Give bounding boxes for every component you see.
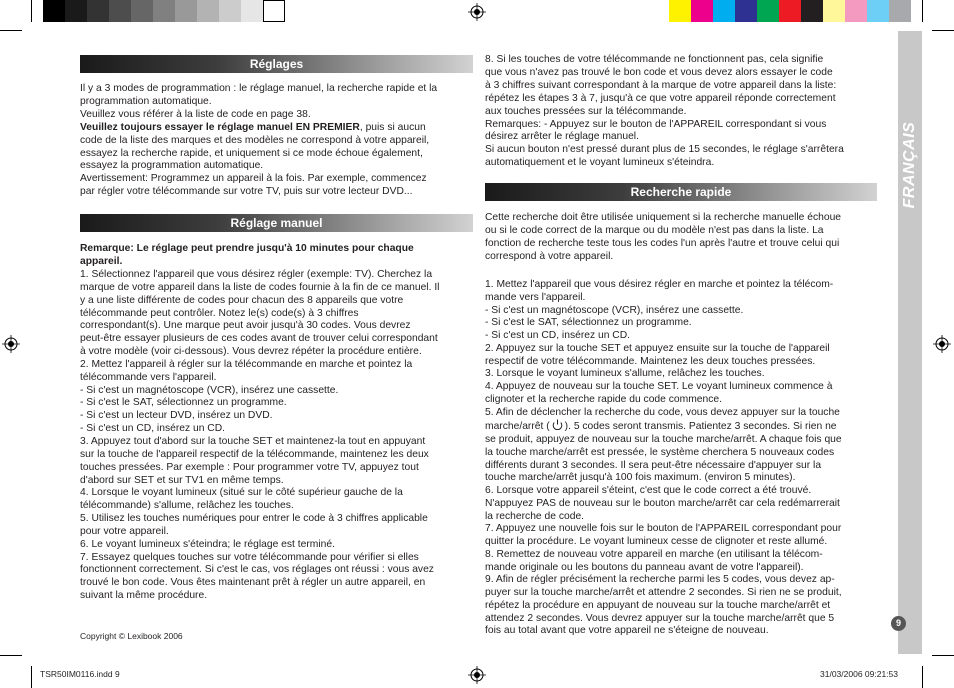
text-line: appareil. (80, 255, 123, 267)
text-line: clignoter et la recherche rapide du code commence. (485, 393, 722, 405)
crop-mark (31, 0, 32, 22)
color-swatch (845, 0, 867, 22)
date-slug: 31/03/2006 09:21:53 (820, 669, 898, 679)
text-line: que vous n'avez pas trouvé le bon code et vous devez alors essayer le code (485, 66, 833, 78)
color-swatch (889, 0, 911, 22)
text-line: code de la liste des marques et des modèles ne correspond à votre appareil, (80, 134, 430, 146)
text-line: d'abord sur SET et sur TV1 en même temps. (80, 474, 284, 486)
text-line: attendez 2 secondes. Vous devrez appuyer sur la touche marche/arrêt que 5 (485, 612, 835, 624)
text-line: répétez les étapes 3 à 7, jusqu'à ce que votre appareil réponde correctement (485, 92, 836, 104)
text-line: touches pressées. Par exemple : Pour programmer votre TV, appuyez tout (80, 461, 419, 473)
color-swatch (175, 0, 197, 22)
language-label: FRANÇAIS (901, 121, 918, 209)
text-line: - Si c'est le SAT, sélectionnez un programme. (80, 397, 287, 409)
text-line: 6. Lorsque votre appareil s'éteint, c'est que le code correct a été trouvé. (485, 485, 812, 496)
section-header-recherche-rapide: Recherche rapide (485, 183, 877, 201)
text-line: répétez la procédure en appuyant de nouveau sur la touche marche/arrêt et (485, 599, 831, 611)
text-line: trouvé le bon code. Vous êtes maintenant prêt à régler un autre appareil, en (80, 577, 426, 589)
text-line: mande originale ou les boutons du panneau avant de votre l'appareil). (485, 561, 804, 573)
reglage-manuel-steps (80, 269, 475, 603)
text-line: correspond à votre appareil. (485, 250, 614, 262)
text-line: 2. Appuyez sur la touche SET et appuyez ensuite sur la touche de l'appareil (485, 342, 830, 354)
crop-mark (922, 0, 923, 22)
text-line: à 3 chiffres suivant correspondant à la marque de votre appareil dans la liste: (485, 79, 837, 91)
text-line: Il y a 3 modes de programmation : le réglage manuel, la recherche rapide et la (80, 83, 438, 94)
crop-mark (0, 30, 22, 31)
section-header-reglages: Réglages (80, 55, 473, 73)
text-line: Veuillez vous référer à la liste de code en page 38. (80, 108, 311, 120)
bold-instruction: Veuillez toujours essayer le réglage manuel EN PREMIER (80, 121, 360, 133)
text-line: essayez la programmation automatique. (80, 160, 264, 172)
color-swatch (153, 0, 175, 22)
page-number: 9 (891, 616, 906, 631)
text-line: 7. Appuyez une nouvelle fois sur le bouton de l'APPAREIL correspondant pour (485, 523, 842, 535)
text-line: fonctionnent correctement. Si c'est le cas, vos réglages ont réussi : vous avez (80, 564, 434, 576)
copyright: Copyright © Lexibook 2006 (80, 631, 183, 641)
text-line: mande vers l'appareil. (485, 291, 586, 303)
text-line: 1. Mettez l'appareil que vous désirez régler en marche et pointez la télécom- (485, 279, 834, 290)
text-line: programmation automatique. (80, 95, 212, 107)
text-line: à votre modèle (voir ci-dessous). Vous devrez répéter la procédure entière. (80, 346, 422, 358)
registration-mark-icon (933, 335, 951, 353)
reglages-intro: Il y a 3 modes de programmation : le réglage manuel, la recherche rapide et la programmation automatique. Veuillez vous référer à la liste de code en page 38. Veuillez toujours essayer le réglage manuel EN PREMIER, puis si aucun code de la liste des marques et des modèles ne correspond à votre appareil, essayez la recherche rapide, et uniquement si ce mode échoue également, essayez la programmation automatique. Avertissement: Programmez un appareil à la fois. Par exemple, commencez par régler votre télécommande sur votre TV, puis sur votre lecteur DVD... (80, 83, 475, 199)
color-swatch (241, 0, 263, 22)
text-line: - Si c'est un CD, insérez un CD. (485, 330, 631, 341)
text-line: 8. Remettez de nouveau votre appareil en marche (en utilisant la télécom- (485, 548, 823, 560)
text-line: ou si le code correct de la marque ou du modèle n'est pas dans la liste. La (485, 224, 824, 236)
text-line: Si aucun bouton n'est pressé durant plus de 15 secondes, le réglage s'arrêtera (485, 144, 844, 156)
text-line: Cette recherche doit être utilisée uniquement si la recherche manuelle échoue (485, 212, 842, 223)
color-swatch (65, 0, 87, 22)
recherche-rapide-steps: 1. Mettez l'appareil que vous désirez régler en marche et pointez la télécom- mande vers l'appareil. - Si c'est un magnétoscope (VCR), insérez une cassette. - Si c'est le SAT, sélectionnez un programme. - Si c'est un CD, insérez un CD. 2. Appuyez sur la touche SET et appuyez ensuite sur la touche de l'appareil respectif de votre télécommande. Maintenez les deux touches pressées. 3. Lorsque le voyant lumineux s'allume, relâchez les touches. 4. Appuyez de nouveau sur la touche SET. Le voyant lumineux commence à clignoter et la recherche rapide du code commence. 5. Afin de déclencher la recherche du code, vous devez appuyer sur la touche marche/arrêt ( ). 5 codes seront transmis. Patientez 3 secondes. Si rien ne se produit, appuyez de nouveau sur la touche marche/arrêt. A chaque fois que la touche marche/arrêt est pressée, le système cherchera 5 nouveaux codes différents durant 3 secondes. Il sera peut-être nécessaire d'appuyer sur la touche marche/arrêt jusqu'à 100 fois maximum. (environ 5 minutes). 6. Lorsque votre appareil s'éteint, c'est que le code correct a été trouvé. N'appuyez PAS de nouveau sur le bouton marche/arrêt car cela redémarrerait la recherche de code. 7. Appuyez une nouvelle fois sur le bouton de l'APPAREIL correspondant pour quitter la procédure. Le voyant lumineux cesse de clignoter et reste allumé. 8. Remettez de nouveau votre appareil en marche (en utilisant la télécom- mande originale ou les boutons du panneau avant de votre l'appareil). 9. Afin de régler précisément la recherche parmi les 5 codes, vous devez ap- puyer sur la touche marche/arrêt et attendre 2 secondes. Si rien ne se produit, répétez la procédure en appuyant de nouveau sur la touche marche/arrêt et attendez 2 secondes. Vous devrez appuyer sur la touche marche/arrêt que 5 fois au total avant que votre appareil ne s'éteigne de nouveau. (485, 279, 880, 638)
registration-mark-icon (468, 666, 486, 684)
text-line: 5. Afin de déclencher la recherche du code, vous devez appuyer sur la touche (485, 406, 840, 418)
text-line: fois au total avant que votre appareil ne s'éteigne de nouveau. (485, 625, 769, 637)
text-line: puyer sur la touche marche/arrêt et attendre 2 secondes. Si rien ne se produit, (485, 587, 842, 598)
text-line: pour votre appareil. (80, 525, 169, 537)
text-line: suivant la même procédure. (80, 590, 208, 602)
text-line: touche marche/arrêt jusqu'à 100 fois maximum. (environ 5 minutes). (485, 472, 796, 484)
color-swatch (219, 0, 241, 22)
text-line: se produit, appuyez de nouveau sur la touche marche/arrêt. A chaque fois que (485, 434, 842, 445)
text-line: essayez la recherche rapide, et uniquement si ce mode échoue également, (80, 147, 423, 159)
text-line: différents durant 3 secondes. Il sera peut-être nécessaire d'appuyer sur la (485, 459, 822, 471)
crop-mark (0, 655, 22, 656)
manual-step-8 (485, 54, 880, 170)
color-swatch (131, 0, 153, 22)
section-header-reglage-manuel: Réglage manuel (80, 214, 473, 232)
text-line: 6. Le voyant lumineux s'éteindra; le réglage est terminé. (80, 538, 335, 550)
text-line: télécommande peut contrôler. Notez le(s) code(s) à 3 chiffres (80, 307, 359, 319)
color-swatch (109, 0, 131, 22)
color-swatch (87, 0, 109, 22)
color-swatch (801, 0, 823, 22)
text-line: télécommande vers l'appareil. (80, 371, 217, 383)
registration-mark-icon (468, 3, 486, 21)
color-swatch (713, 0, 735, 22)
text-line: aux touches pressées sur la télécommande. (485, 105, 687, 117)
text-line: Remarques: - Appuyez sur le bouton de l'APPAREIL correspondant si vous (485, 118, 827, 130)
text-line: - Si c'est un CD, insérez un CD. (80, 423, 226, 435)
recherche-rapide-intro (485, 212, 880, 264)
text-line: désirez arrêter le réglage manuel. (485, 131, 639, 143)
text-line: Avertissement: Programmez un appareil à la fois. Par exemple, commencez (80, 173, 427, 185)
text-line: la recherche de code. (485, 510, 585, 522)
text-line: 7. Essayez quelques touches sur votre télécommande pour vérifier si elles (80, 551, 419, 563)
text-line: 4. Lorsque le voyant lumineux (situé sur le côté supérieur gauche de la (80, 487, 403, 499)
text-line: 3. Lorsque le voyant lumineux s'allume, relâchez les touches. (485, 368, 765, 380)
text-line: automatiquement et le voyant lumineux s'éteindra. (485, 157, 715, 169)
text-line: correspondant(s). Une marque peut avoir jusqu'à 30 codes. Vous devrez (80, 320, 411, 332)
text-line: Remarque: Le réglage peut prendre jusqu'à 10 minutes pour chaque (80, 243, 414, 254)
crop-mark (932, 655, 954, 656)
color-swatch (867, 0, 889, 22)
crop-mark (932, 30, 954, 31)
color-swatch (669, 0, 691, 22)
text-line: N'appuyez PAS de nouveau sur le bouton marche/arrêt car cela redémarrerait (485, 497, 840, 509)
color-swatch (263, 0, 285, 22)
color-swatch (43, 0, 65, 22)
file-slug: TSR50IM0116.indd 9 (40, 669, 120, 679)
text-line: sur la touche de l'appareil respectif de la télécommande, maintenez les deux (80, 448, 429, 460)
text-line: 3. Appuyez tout d'abord sur la touche SET et maintenez-la tout en appuyant (80, 435, 426, 447)
text-line: y a une liste différente de codes pour chacun des 8 appareils que votre (80, 294, 404, 306)
text-line: respectif de votre télécommande. Maintenez les deux touches pressées. (485, 355, 816, 367)
color-swatch (823, 0, 845, 22)
text-line: 1. Sélectionnez l'appareil que vous désirez régler (exemple: TV). Cherchez la (80, 269, 433, 280)
text-line: 8. Si les touches de votre télécommande ne fonctionnent pas, cela signifie (485, 54, 824, 65)
text-line: - Si c'est un lecteur DVD, insérez un DVD. (80, 410, 273, 422)
registration-mark-icon (2, 335, 20, 353)
color-swatch (691, 0, 713, 22)
text-line: marque de votre appareil dans la liste de codes fournie à la fin de ce manuel. Il (80, 281, 440, 293)
text-line: peut-être essayer plusieurs de ces codes avant de trouver celui correspondant (80, 333, 438, 345)
color-swatch (779, 0, 801, 22)
power-icon (551, 419, 564, 430)
text-line: télécommande) s'allume, relâchez les touches. (80, 500, 294, 512)
text-line: 4. Appuyez de nouveau sur la touche SET. Le voyant lumineux commence à (485, 381, 833, 392)
text-line: fonction de recherche teste tous les codes l'un après l'autre et trouve celui qui (485, 237, 840, 249)
text-line: 5. Utilisez les touches numériques pour entrer le code à 3 chiffres applicable (80, 513, 428, 525)
text-line: - Si c'est un magnétoscope (VCR), insérez une cassette. (485, 304, 744, 316)
color-swatch (197, 0, 219, 22)
text-line: 9. Afin de régler précisément la recherche parmi les 5 codes, vous devez ap- (485, 574, 835, 586)
color-swatch (757, 0, 779, 22)
text-line: - Si c'est le SAT, sélectionnez un programme. (485, 317, 692, 329)
color-swatch (735, 0, 757, 22)
text-line: la touche marche/arrêt est pressée, le système cherchera 5 nouveaux codes (485, 446, 835, 458)
remarque-bold (80, 243, 475, 269)
text-line: - Si c'est un magnétoscope (VCR), insérez une cassette. (80, 384, 339, 396)
text-line: 2. Mettez l'appareil à régler sur la télécommande en marche et pointez la (80, 358, 413, 370)
text-line: quitter la procédure. Le voyant lumineux cesse de clignoter et reste allumé. (485, 536, 828, 547)
crop-mark (922, 666, 923, 688)
crop-mark (31, 666, 32, 688)
text-line: par régler votre télécommande sur votre TV, puis sur votre lecteur DVD... (80, 186, 413, 198)
